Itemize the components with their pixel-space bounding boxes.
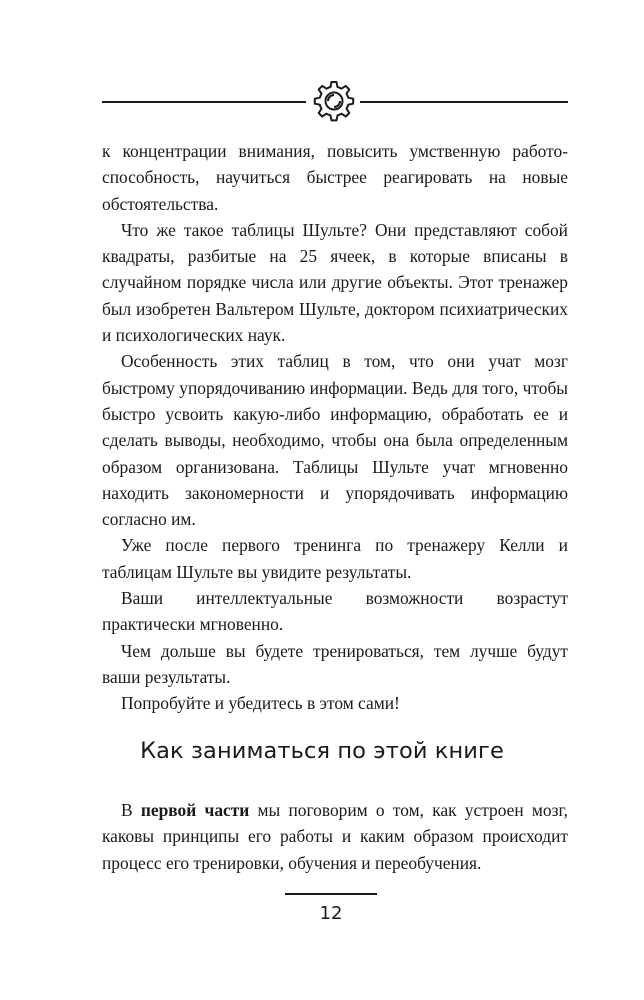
page-number: 12: [319, 903, 343, 924]
gear-icon: [311, 78, 357, 124]
emphasis-bold: первой части: [140, 800, 250, 820]
paragraph: Чем дольше вы будете тренироваться, тем лучше будут ваши результаты.: [102, 640, 568, 687]
section-text: [102, 797, 568, 876]
paragraph: Попробуйте и убедитесь в этом сами!: [121, 693, 400, 714]
section-text-before: В: [121, 800, 141, 820]
header-ornament: [102, 72, 568, 132]
section-text-after: мы поговорим о том, как устроен мозг, каковы принципы его работы и каким образом происходит процесс его тренировки, обучения и переобучения.: [102, 800, 568, 873]
body-text: [102, 138, 568, 717]
paragraph: Что же такое таблицы Шульте? Они представляют собой квадраты, разбитые на 25 ячеек, в которые вписаны в случайном порядке числа или другие объекты. Этот тренажер был изобретен Вальтером Шульте, доктором психиатрических и психологических наук.: [102, 219, 568, 346]
header-rule-left: [102, 101, 306, 103]
section-heading: Как заниматься по этой книге: [140, 738, 504, 764]
paragraph: к концентрации внимания, повысить умственную работоспособность, научиться быстрее реагировать на новые обстоятельства.: [102, 141, 568, 214]
paragraph: [102, 797, 568, 876]
footer-rule: [285, 893, 377, 895]
paragraph: Ваши интеллектуальные возможности возрастут практически мгновенно.: [102, 588, 568, 635]
paragraph: Особенность этих таблиц в том, что они учат мозг быстрому упорядочиванию информации. Ведь для того, чтобы быстро усвоить какую-либо информацию, обработать ее и сделать выводы, необходимо, чтобы она была определенным образом организована. Таблицы Шульте учат мгновенно находить закономерности и упорядочивать информацию согласно им.: [102, 351, 568, 530]
header-rule-right: [360, 101, 568, 103]
paragraph: Уже после первого тренинга по тренажеру Келли и таблицам Шульте вы увидите результаты.: [102, 535, 568, 582]
